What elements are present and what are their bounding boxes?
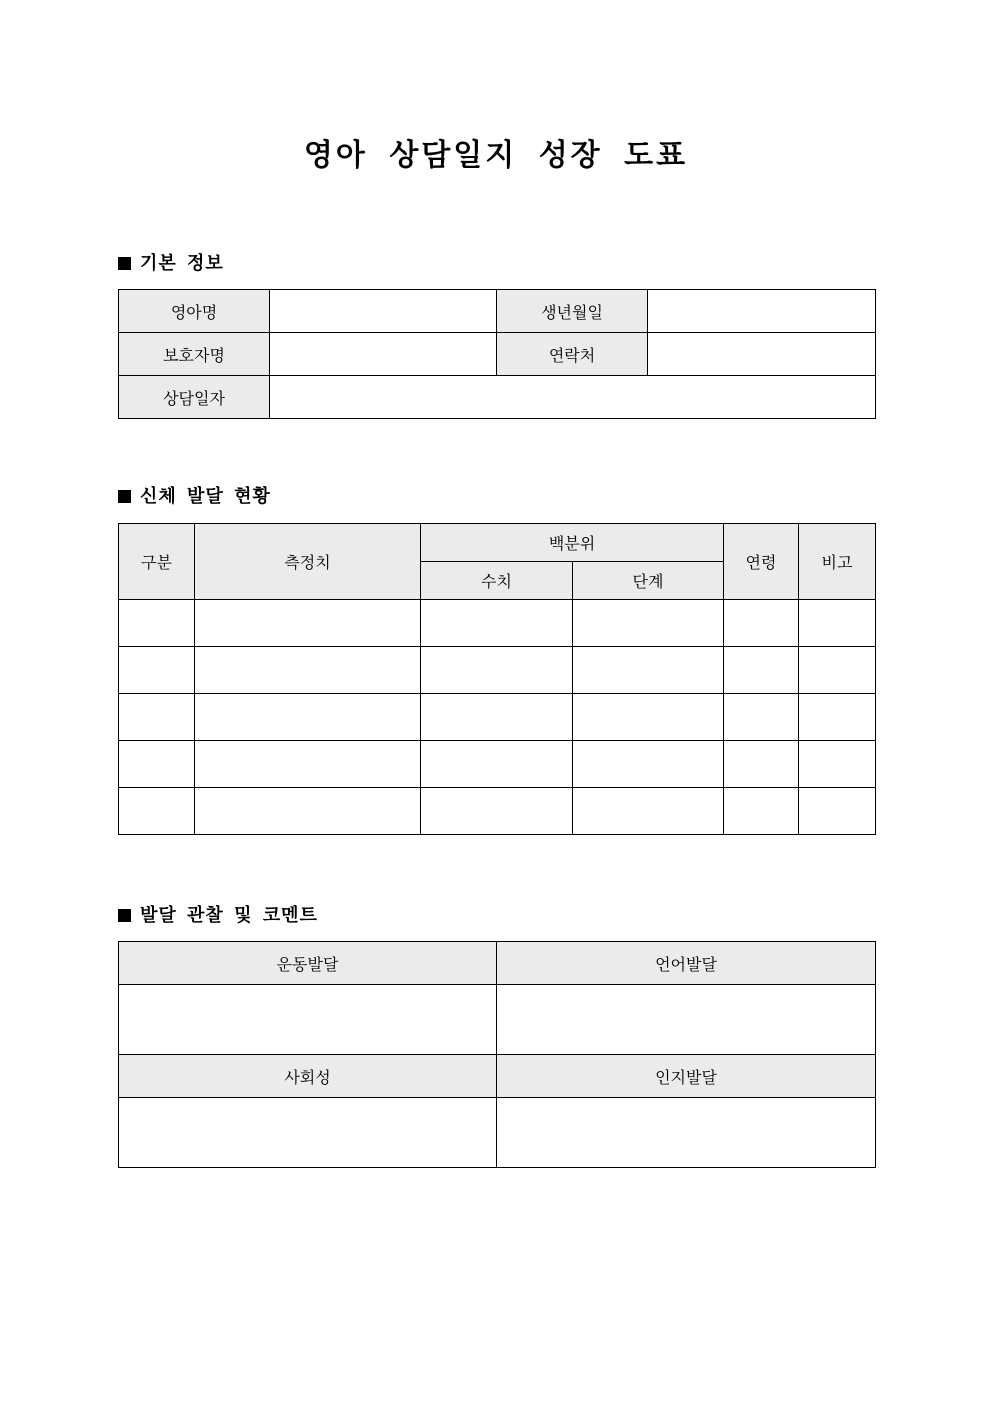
stage-header: 단계 [573,562,724,600]
table-cell[interactable] [573,600,724,647]
table-cell[interactable] [195,647,421,694]
table-cell[interactable] [724,647,799,694]
table-cell[interactable] [573,647,724,694]
basic-info-table [118,289,876,419]
social-development-header: 사회성 [119,1055,497,1098]
table-cell[interactable] [421,788,573,835]
table-cell[interactable] [195,741,421,788]
table-cell[interactable] [421,694,573,741]
table-row [119,647,876,694]
table-cell[interactable] [195,694,421,741]
table-header-row [119,942,876,985]
section-heading-observation-label: 발달 관찰 및 코멘트 [140,905,318,926]
motor-development-field[interactable] [119,985,497,1055]
age-header: 연령 [724,524,799,600]
table-cell[interactable] [724,741,799,788]
consult-date-field[interactable] [270,376,876,419]
section-heading-basic [118,252,224,276]
birth-date-label: 생년월일 [497,290,648,333]
table-cell[interactable] [724,788,799,835]
table-cell[interactable] [724,694,799,741]
table-cell[interactable] [421,600,573,647]
contact-field[interactable] [648,333,876,376]
table-cell[interactable] [573,788,724,835]
table-cell[interactable] [799,741,876,788]
table-row [119,788,876,835]
table-row [119,741,876,788]
section-heading-physical-label: 신체 발달 현황 [140,486,271,507]
cognitive-development-header: 인지발달 [497,1055,876,1098]
section-heading-basic-label: 기본 정보 [140,253,224,274]
table-cell[interactable] [195,788,421,835]
category-header: 구분 [119,524,195,600]
table-row [119,694,876,741]
section-heading-physical [118,485,271,509]
infant-name-label: 영아명 [119,290,270,333]
table-row [119,376,876,419]
table-cell[interactable] [799,788,876,835]
page-title: 영아 상담일지 성장 도표 [303,138,689,173]
birth-date-field[interactable] [648,290,876,333]
value-header: 수치 [421,562,573,600]
table-cell[interactable] [421,647,573,694]
language-development-field[interactable] [497,985,876,1055]
motor-development-header: 운동발달 [119,942,497,985]
table-cell[interactable] [573,741,724,788]
table-row [119,290,876,333]
language-development-header: 언어발달 [497,942,876,985]
infant-name-field[interactable] [270,290,497,333]
remarks-header: 비고 [799,524,876,600]
table-header-row [119,1055,876,1098]
physical-development-table [118,523,876,835]
square-bullet-icon [118,490,131,503]
observation-table [118,941,876,1168]
table-cell[interactable] [799,694,876,741]
table-cell[interactable] [119,694,195,741]
table-cell[interactable] [573,694,724,741]
guardian-name-field[interactable] [270,333,497,376]
table-header-row [119,524,876,562]
table-row [119,333,876,376]
table-cell[interactable] [799,600,876,647]
table-cell[interactable] [119,600,195,647]
guardian-name-label: 보호자명 [119,333,270,376]
table-cell[interactable] [799,647,876,694]
table-cell[interactable] [119,741,195,788]
table-row [119,600,876,647]
table-cell[interactable] [119,647,195,694]
table-cell[interactable] [421,741,573,788]
social-development-field[interactable] [119,1098,497,1168]
cognitive-development-field[interactable] [497,1098,876,1168]
table-cell[interactable] [195,600,421,647]
percentile-header: 백분위 [421,524,724,562]
table-row [119,1098,876,1168]
square-bullet-icon [118,257,131,270]
measurement-header: 측정치 [195,524,421,600]
section-heading-observation [118,904,318,928]
table-row [119,985,876,1055]
square-bullet-icon [118,909,131,922]
table-cell[interactable] [119,788,195,835]
table-cell[interactable] [724,600,799,647]
contact-label: 연락처 [497,333,648,376]
consult-date-label: 상담일자 [119,376,270,419]
